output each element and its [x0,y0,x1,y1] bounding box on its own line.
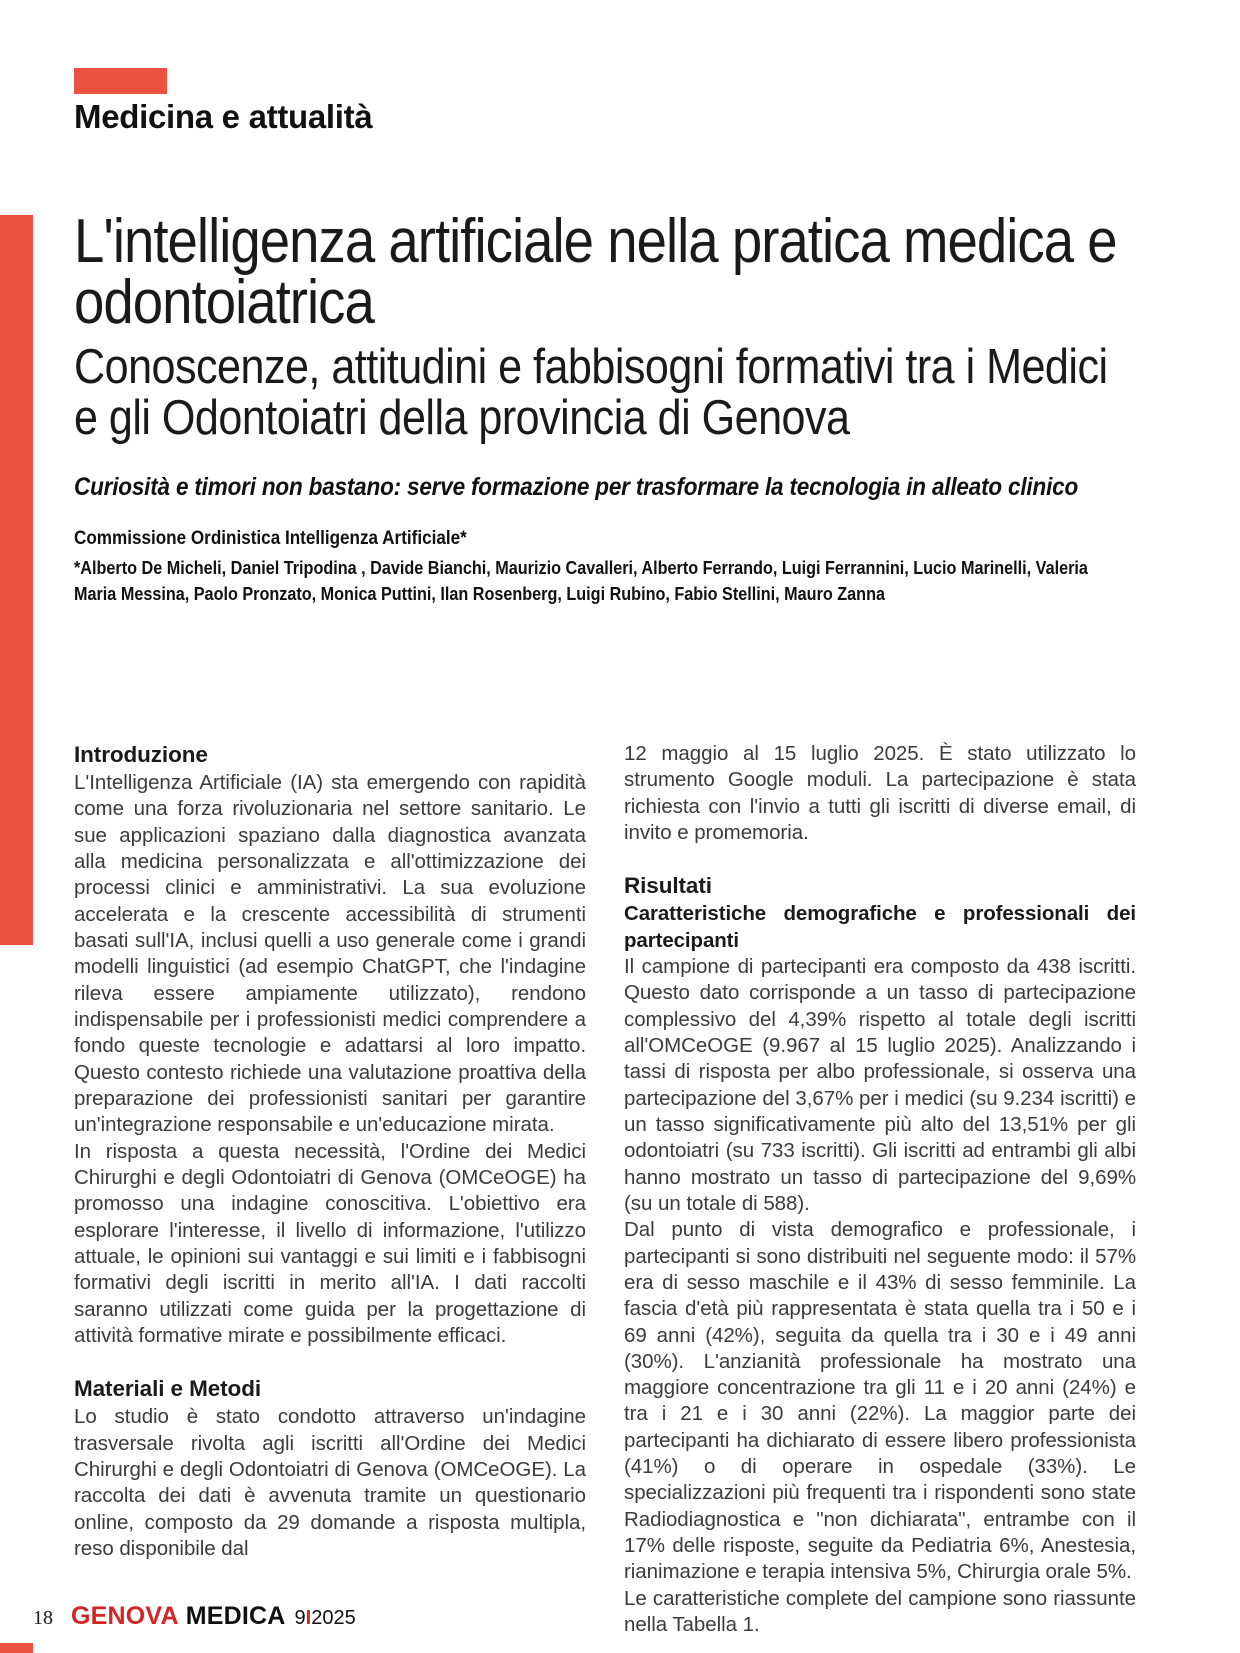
article-body [74,741,1136,1638]
intro-paragraph-2: In risposta a questa necessità, l'Ordine dei Medici Chirurghi e degli Odontoiatri di Genova (OMCeOGE) ha promosso una indagine conoscitiva. L'obiettivo era esplorare l'interesse, il livello di informazione, l'utilizzo attuale, le opinioni sui vantaggi e sui limiti e i fabbisogni formativi degli iscritti in merito all'IA. I dati raccolti saranno utilizzati come guida per la progettazione di attività formative mirate e possibilmente efficaci. [74,1139,586,1348]
rubric-label: Medicina e attualità [74,98,373,135]
page-title: L'intelligenza artificiale nella pratica medica e odontoiatrica [74,207,1117,337]
masthead-brand-genova: GENOVA [71,1602,179,1630]
section-heading-introduzione: Introduzione [74,742,208,767]
issue-number: 9 [294,1607,306,1629]
issue-year: 2025 [311,1607,356,1629]
section-heading-materiali-e-metodi: Materiali e Metodi [74,1376,261,1402]
results-paragraph-2: Dal punto di vista demografico e professionale, i partecipanti si sono distribuiti nel seguente modo: il 57% era di sesso maschile e il 43% di sesso femminile. La fascia d'età più rappresentata è stata quella tra i 50 e i 69 anni (42%), seguita da quella tra i 30 e i 49 anni (30%). L'anzianità professionale ha mostrato una maggiore concentrazione tra gli 11 e i 20 anni (24%) e tra i 21 e i 30 anni (22%). La maggior parte dei partecipanti ha dichiarato di essere libero professionista (41%) o di operare in ospedale (33%). Le specializzazioni più frequenti tra i rispondenti sono state Radiodiagnostica e "non dichiarata", entrambe con il 17% delle risposte, seguite da Pediatria 6%, Anestesia, rianimazione e terapia intensiva 5%, Chirurgia orale 5%. [624,1218,1136,1584]
page-number: 18 [33,1607,53,1629]
commission-byline: Commissione Ordinistica Intelligenza Artificiale* [74,528,467,550]
section-heading-risultati: Risultati [624,873,712,899]
left-column [74,741,586,1638]
subsection-heading-caratteristiche: Caratteristiche demografiche e professionali dei partecipanti [624,902,1136,952]
section-spacer [74,1349,586,1375]
results-paragraph-1: Il campione di partecipanti era composto da 438 iscritti. Questo dato corrisponde a un tasso di partecipazione complessivo del 4,39% rispetto al totale degli iscritti all'OMCeOGE (9.967 al 15 luglio 2025). Analizzando i tassi di risposta per albo professionale, si osserva una partecipazione del 3,67% per i medici (su 9.234 iscritti) e un tasso significativamente più alto del 13,51% per gli odontoiatri (su 733 iscritti). Gli iscritti ad entrambi gli albi hanno mostrato un tasso di partecipazione del 9,69% (su un totale di 588). [624,954,1136,1215]
issue-reference [295,1607,356,1630]
kicker-accent-bar [74,68,167,94]
intro-paragraph-1: L'Intelligenza Artificiale (IA) sta emergendo con rapidità come una forza rivoluzionaria nel settore sanitario. Le sue applicazioni spaziano dalla diagnostica avanzata alla medicina personalizzata e all'ottimizzazione dei processi clinici e amministrativi. La sua evoluzione accelerata e la crescente accessibilità di strumenti basati sull'IA, inclusi quelli a uso generale come i grandi modelli linguistici (ad esempio ChatGPT, che l'indagine rileva essere ampiamente utilizzato), rendono indispensabile per i professionisti medici comprendere a fondo queste tecnologie e adattarsi al loro impatto. Questo contesto richiede una valutazione proattiva della preparazione dei professionisti sanitari per garantire un'integrazione responsabile e un'educazione mirata. [74,771,586,1137]
masthead-brand-medica: MEDICA [185,1602,286,1630]
strapline: Curiosità e timori non bastano: serve formazione per trasformare la tecnologia in alleato clinico [74,473,1079,502]
left-accent-bar [0,215,33,945]
results-paragraph-3: Le caratteristiche complete del campione sono riassunte nella Tabella 1. [624,1586,1136,1637]
page-footer [33,1602,356,1631]
issue-separator: I [305,1607,312,1629]
footer-accent-bar [0,1643,33,1653]
section-spacer [624,846,1136,872]
right-column [624,741,1136,1638]
title-block [74,207,1134,607]
methods-paragraph-1: Lo studio è stato condotto attraverso un'indagine trasversale rivolta agli iscritti all'Ordine dei Medici Chirurghi e degli Odontoiatri di Genova (OMCeOGE). La raccolta dei dati è avvenuta tramite un questionario online, composto da 29 domande a risposta multipla, reso disponibile dal [74,1405,586,1561]
authors-list: *Alberto De Micheli, Daniel Tripodina , Davide Bianchi, Maurizio Cavalleri, Alberto Ferrando, Luigi Ferrannini, Lucio Marinelli, Valeria Maria Messina, Paolo Pronzato, Monica Puttini, Ilan Rosenberg, Luigi Rubino, Fabio Stellini, Mauro Zanna [74,558,1088,604]
methods-paragraph-continued: 12 maggio al 15 luglio 2025. È stato utilizzato lo strumento Google moduli. La partecipazione è stata richiesta con l'invio a tutti gli iscritti di diverse email, di invito e promemoria. [624,742,1136,844]
page-subtitle: Conoscenze, attitudini e fabbisogni formativi tra i Medici e gli Odontoiatri della provincia di Genova [74,339,1108,446]
